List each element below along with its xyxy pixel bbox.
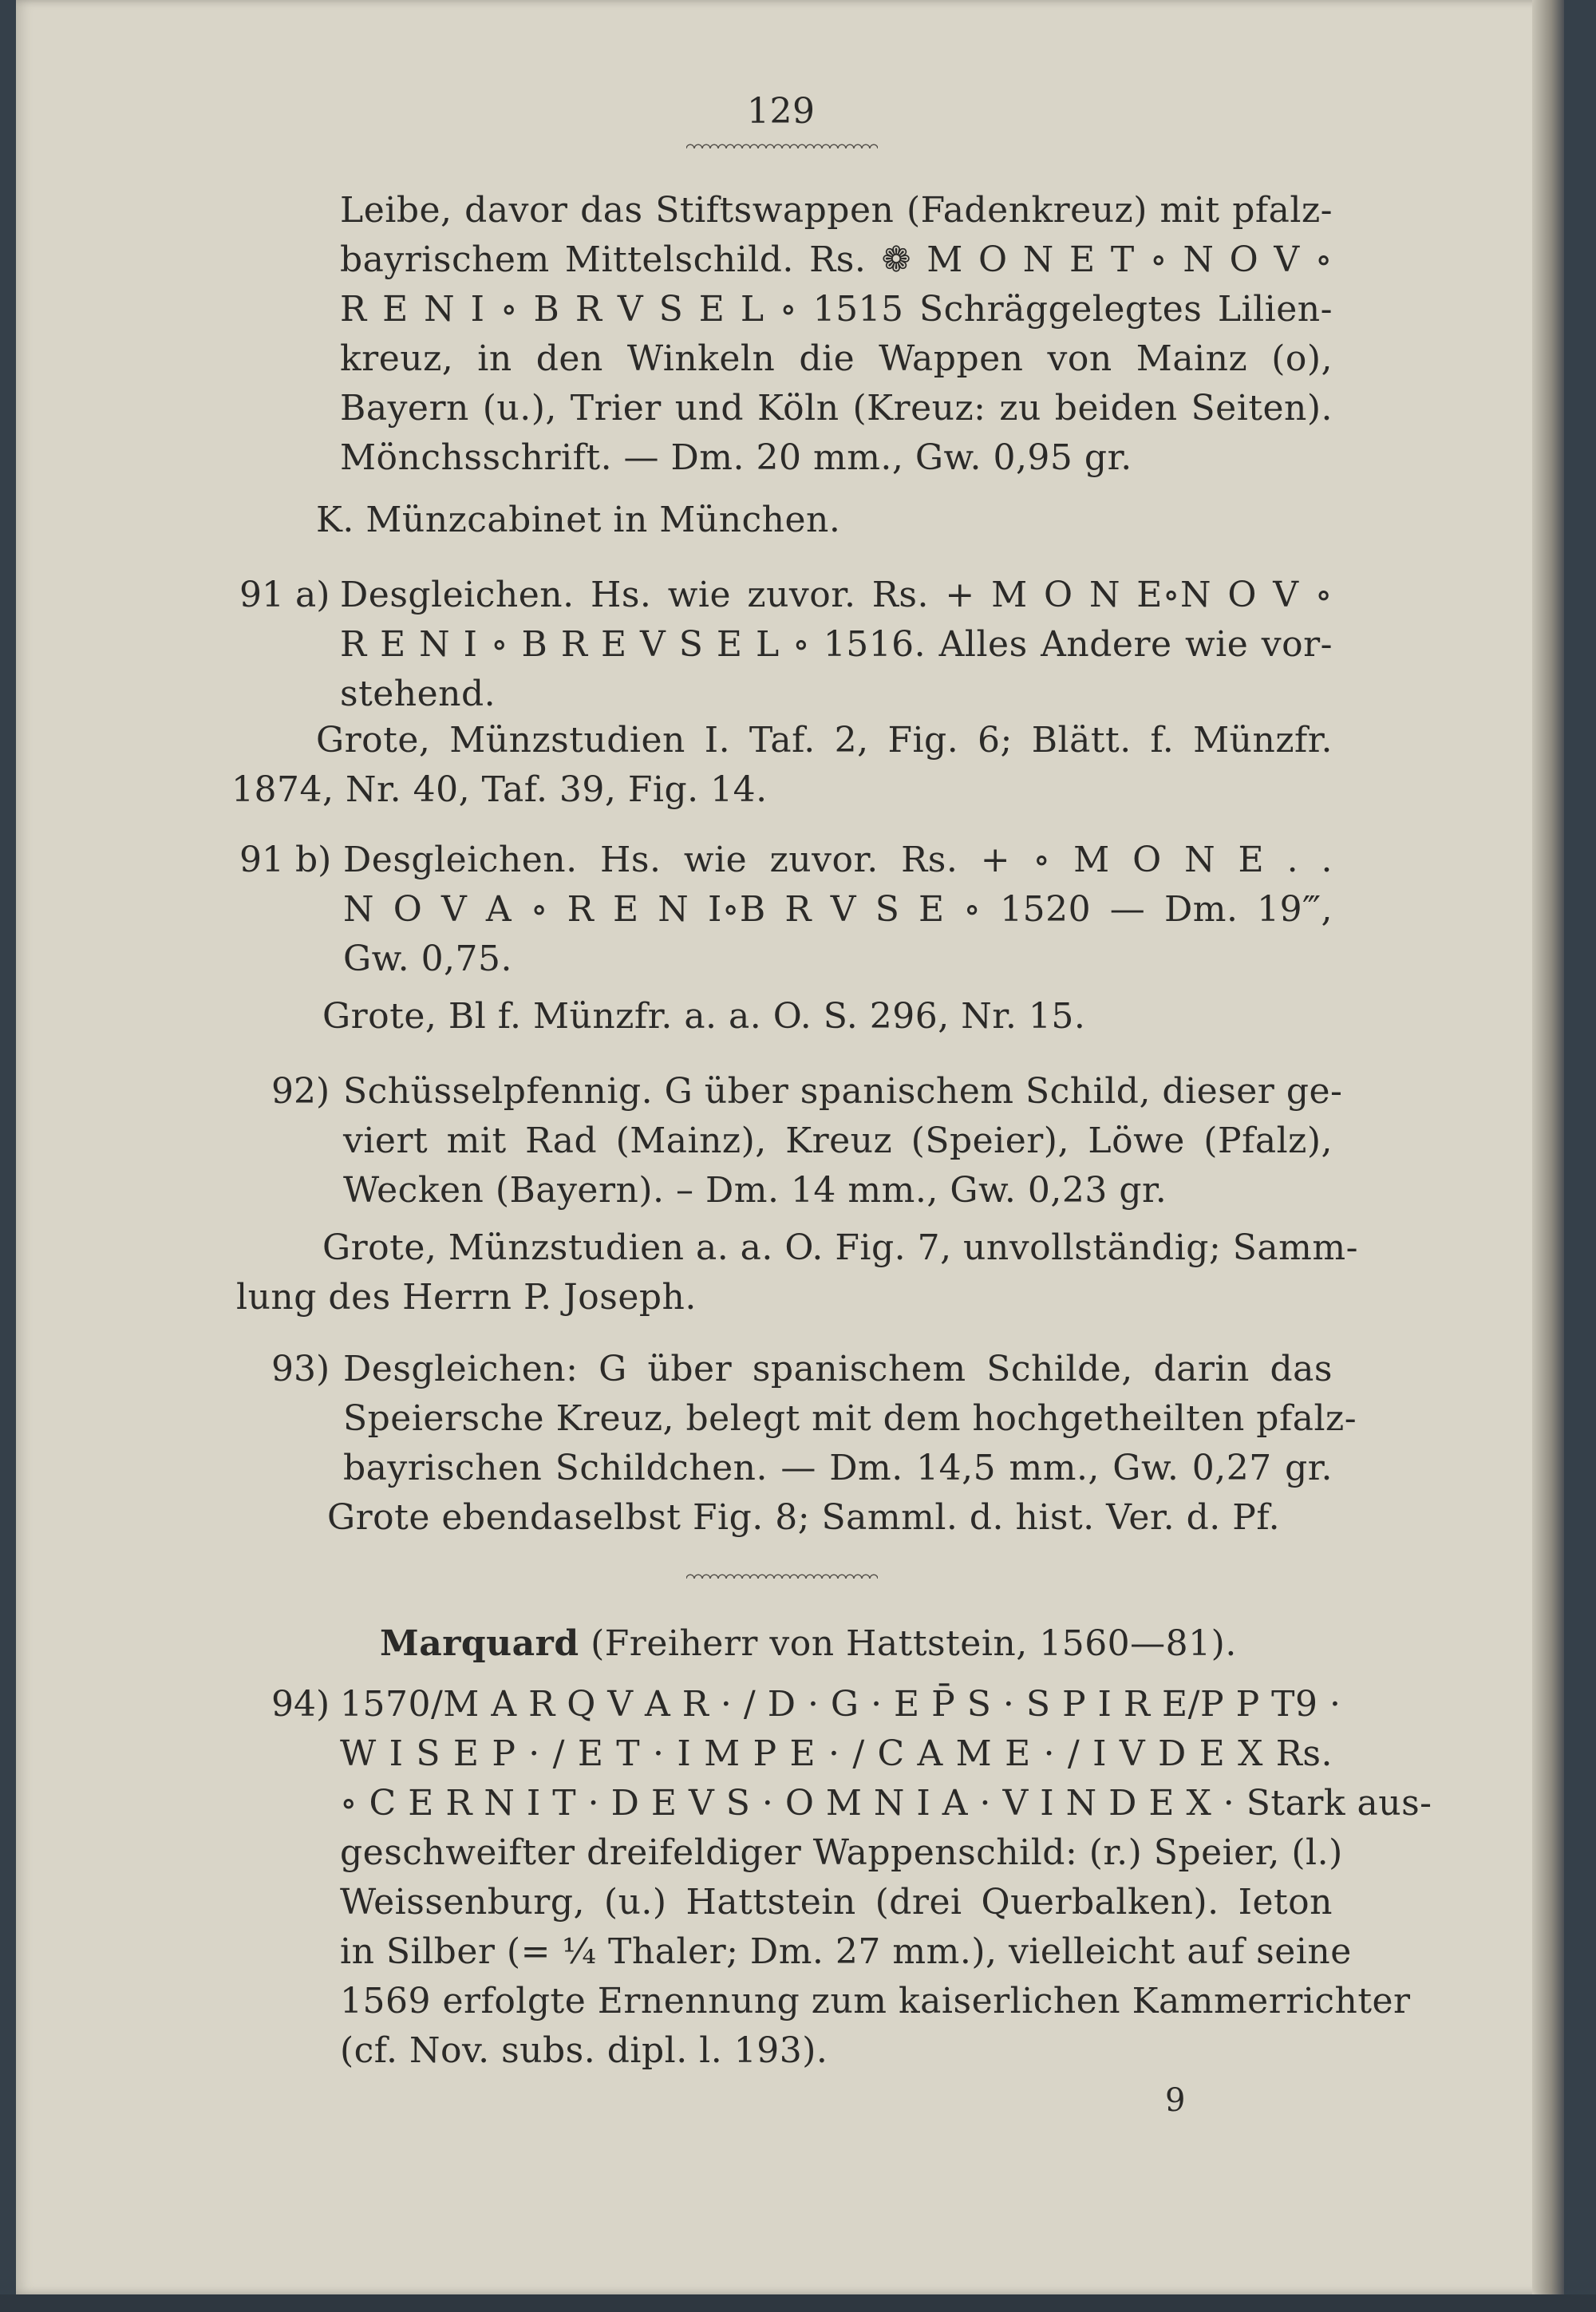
p1-line-4: kreuz, in den Winkeln die Wappen von Mainz (o), <box>340 338 1333 379</box>
book-page <box>16 0 1564 2294</box>
entry-91b-number: 91 b) <box>239 840 332 880</box>
e94-line-7: 1569 erfolgte Ernennung zum kaiserlichen Kammerrichter <box>340 1981 1411 2022</box>
p1-line-6: Mönchsschrift. — Dm. 20 mm., Gw. 0,95 gr. <box>340 437 1132 478</box>
e91a-source-2: 1874, Nr. 40, Taf. 39, Fig. 14. <box>231 769 768 810</box>
heading-details: (Freiherr von Hattstein, 1560—81). <box>591 1623 1237 1664</box>
p1-line-2: bayrischem Mittelschild. Rs. ❁ M O N E T ∘ N O V ∘ <box>340 239 1333 280</box>
e91a-source-1: Grote, Münzstudien I. Taf. 2, Fig. 6; Blätt. f. Münzfr. <box>316 720 1333 761</box>
e91a-line-1: Desgleichen. Hs. wie zuvor. Rs. + M O N E∘N O V ∘ <box>340 575 1333 615</box>
e92-source-2: lung des Herrn P. Joseph. <box>236 1277 697 1318</box>
p1-source: K. Münzcabinet in München. <box>316 500 841 540</box>
e93-source: Grote ebendaselbst Fig. 8; Samml. d. hist. Ver. d. Pf. <box>327 1497 1281 1538</box>
p1-line-1: Leibe, davor das Stiftswappen (Fadenkreuz) mit pfalz- <box>340 190 1333 231</box>
entry-91a-number: 91 a) <box>239 575 330 615</box>
e94-line-2: W I S E P · / E T · I M P E · / C A M E · / I V D E X Rs. <box>340 1733 1333 1774</box>
page-right-edge <box>1532 0 1564 2294</box>
e94-line-4: geschweifter dreifeldiger Wappenschild: (r.) Speier, (l.) <box>340 1832 1343 1873</box>
e92-source-1: Grote, Münzstudien a. a. O. Fig. 7, unvollständig; Samm- <box>322 1227 1358 1268</box>
p1-line-5: Bayern (u.), Trier und Köln (Kreuz: zu beiden Seiten). <box>340 388 1333 429</box>
e93-line-2: Speiersche Kreuz, belegt mit dem hochgetheilten pfalz- <box>343 1398 1357 1439</box>
section-heading <box>380 1622 1237 1666</box>
e94-line-3: ∘ C E R N I T · D E V S · O M N I A · V I N D E X · Stark aus- <box>340 1783 1432 1824</box>
section-divider-ornament <box>686 1571 878 1579</box>
e91b-line-3: Gw. 0,75. <box>343 939 513 979</box>
e91a-line-2: R E N I ∘ B R E V S E L ∘ 1516. Alles Andere wie vor- <box>340 624 1333 665</box>
e93-line-1: Desgleichen: G über spanischem Schilde, darin das <box>343 1349 1333 1389</box>
e94-line-1: 1570/M A R Q V A R · / D · G · E P̄ S · S P I R E/P P T9 · <box>340 1684 1341 1725</box>
e92-line-2: viert mit Rad (Mainz), Kreuz (Speier), Löwe (Pfalz), <box>343 1120 1333 1161</box>
e91b-line-2: N O V A ∘ R E N I∘B R V S E ∘ 1520 — Dm. 19‴, <box>343 889 1333 930</box>
page-number: 129 <box>747 91 816 132</box>
footer-signature: 9 <box>1165 2082 1186 2119</box>
e91b-line-1: Desgleichen. Hs. wie zuvor. Rs. + ∘ M O N E . . <box>343 840 1333 880</box>
page-bottom-edge <box>0 2294 1596 2312</box>
e91b-source: Grote, Bl f. Münzfr. a. a. O. S. 296, Nr. 15. <box>322 996 1086 1037</box>
p1-line-3: R E N I ∘ B R V S E L ∘ 1515 Schräggelegtes Lilien- <box>340 289 1333 330</box>
page-number-ornament <box>686 140 878 148</box>
e93-line-3: bayrischen Schildchen. — Dm. 14,5 mm., Gw. 0,27 gr. <box>343 1448 1333 1488</box>
entry-94-number: 94) <box>271 1684 330 1725</box>
entry-92-number: 92) <box>271 1071 330 1112</box>
e94-line-6: in Silber (= ¼ Thaler; Dm. 27 mm.), vielleicht auf seine <box>340 1931 1352 1972</box>
e94-line-8: (cf. Nov. subs. dipl. l. 193). <box>340 2030 828 2071</box>
e91a-line-3: stehend. <box>340 674 496 714</box>
heading-name: Marquard <box>380 1623 579 1664</box>
e92-line-1: Schüsselpfennig. G über spanischem Schild, dieser ge- <box>343 1071 1343 1112</box>
entry-93-number: 93) <box>271 1349 330 1389</box>
e92-line-3: Wecken (Bayern). – Dm. 14 mm., Gw. 0,23 gr. <box>343 1170 1167 1211</box>
e94-line-5: Weissenburg, (u.) Hattstein (drei Querbalken). Ieton <box>340 1882 1333 1923</box>
